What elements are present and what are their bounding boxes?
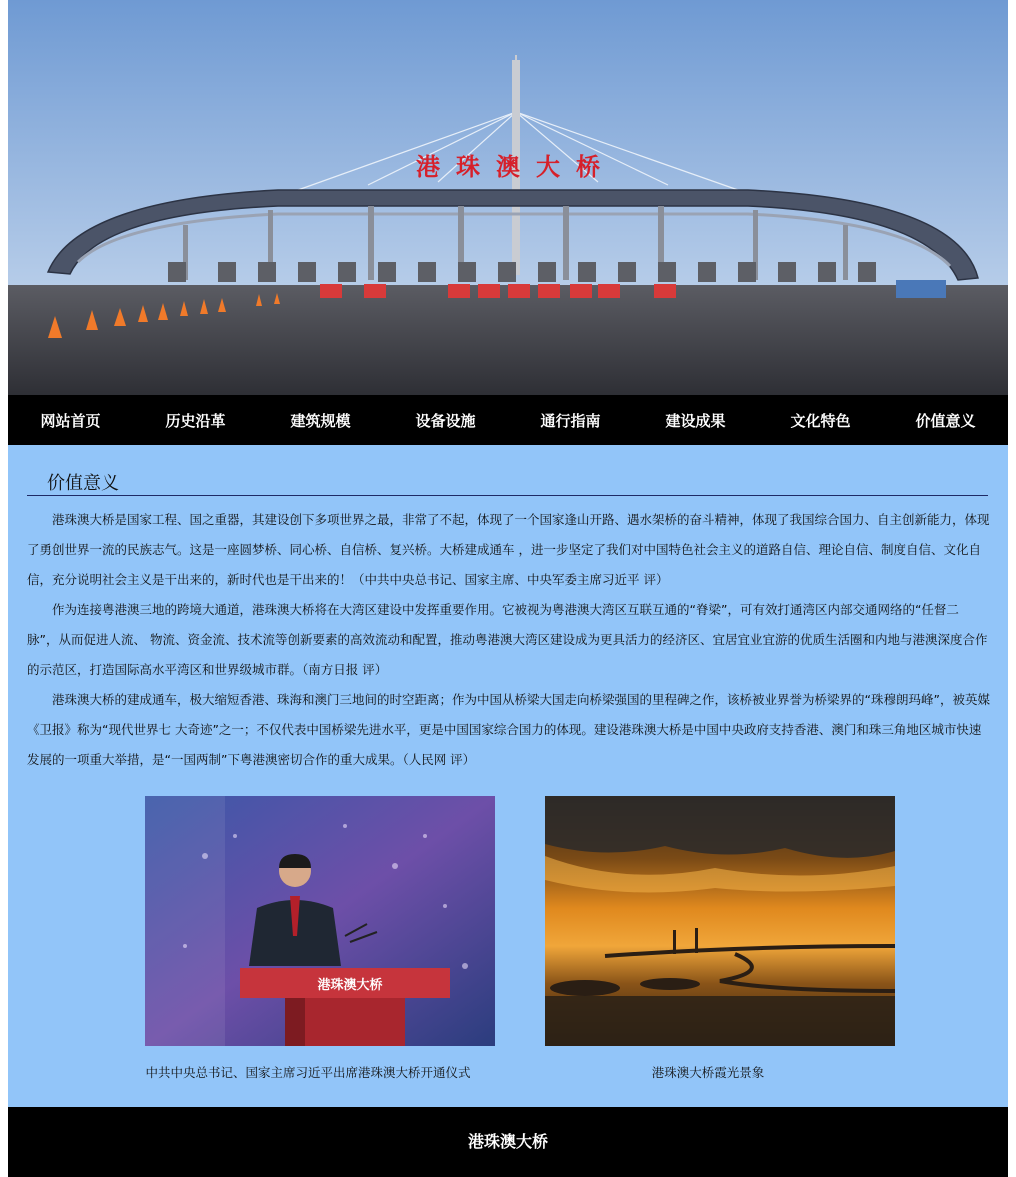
nav-item-history[interactable]: 历史沿革: [165, 411, 226, 430]
nav-item-facilities[interactable]: 设备设施: [415, 411, 476, 430]
nav-item-scale[interactable]: 建筑规模: [290, 411, 351, 430]
site-footer: [8, 1107, 1008, 1177]
nav-item-culture[interactable]: 文化特色: [790, 411, 851, 430]
banner-image: [8, 0, 1008, 395]
section-heading: [27, 467, 988, 496]
podium-text: 港珠澳大桥: [317, 978, 383, 993]
island: [550, 980, 620, 996]
footer-text: 港珠澳大桥: [467, 1132, 548, 1151]
article-body: [27, 505, 990, 775]
nav-item-value[interactable]: 价值意义: [915, 411, 976, 430]
article-paragraph: 港珠澳大桥的建成通车，极大缩短香港、珠海和澳门三地间的时空距离；作为中国从桥梁大国走向桥梁强国的里程碑之作，该桥被业界誉为桥梁界的“珠穆朗玛峰”，被英媒《卫报》称为“现代世界七 大奇迹”之一；不仅代表中国桥梁先进水平，更是中国国家综合国力的体现。建设港珠澳大桥是中国中央政府支持香港、澳门和珠三角地区城市快速发展的一项重大举措，是“一国两制”下粤港澳密切合作的重大成果。（人民网 评）: [27, 692, 990, 767]
main-nav: [8, 395, 1008, 445]
page: [8, 0, 1008, 1177]
toll-plaza-illustration: [8, 0, 1008, 395]
ceremony-photo: [145, 796, 495, 1046]
truck: [896, 280, 946, 298]
sunset-photo: [545, 796, 895, 1046]
article-paragraph: 港珠澳大桥是国家工程、国之重器，其建设创下多项世界之最，非常了不起，体现了一个国家逢山开路、遇水架桥的奋斗精神，体现了我国综合国力、自主创新能力，体现了勇创世界一流的民族志气。这是一座圆梦桥、同心桥、自信桥、复兴桥。大桥建成通车 ，进一步坚定了我们对中国特色社会主义的道路自信、理论自信、制度自信、文化自信，充分说明社会主义是干出来的，新时代也是干出来的！（中共中央总书记、国家主席、中央军委主席习近平 评）: [27, 512, 990, 587]
nav-item-home[interactable]: 网站首页: [40, 411, 101, 430]
section-title: 价值意义: [47, 473, 119, 494]
bridge-sign-text: 港珠澳大桥: [416, 153, 616, 181]
article-paragraph: 作为连接粤港澳三地的跨境大通道，港珠澳大桥将在大湾区建设中发挥重要作用。它被视为粤港澳大湾区互联互通的“脊梁”，可有效打通湾区内部交通网络的“任督二脉”，从而促进人流、 物流、资金流、技术流等创新要素的高效流动和配置，推动粤港澳大湾区建设成为更具活力的经济区、宜居宜业宜游的优质生活圈和内地与港澳深度合作的示范区，打造国际高水平湾区和世界级城市群。（南方日报 评）: [27, 602, 988, 677]
nav-item-guide[interactable]: 通行指南: [540, 411, 601, 430]
ceremony-caption: 中共中央总书记、国家主席习近平出席港珠澳大桥开通仪式: [145, 1065, 471, 1080]
content-area: [8, 445, 1008, 1107]
nav-item-achievements[interactable]: 建设成果: [665, 411, 726, 430]
sunset-caption: 港珠澳大桥霞光景象: [651, 1065, 765, 1080]
